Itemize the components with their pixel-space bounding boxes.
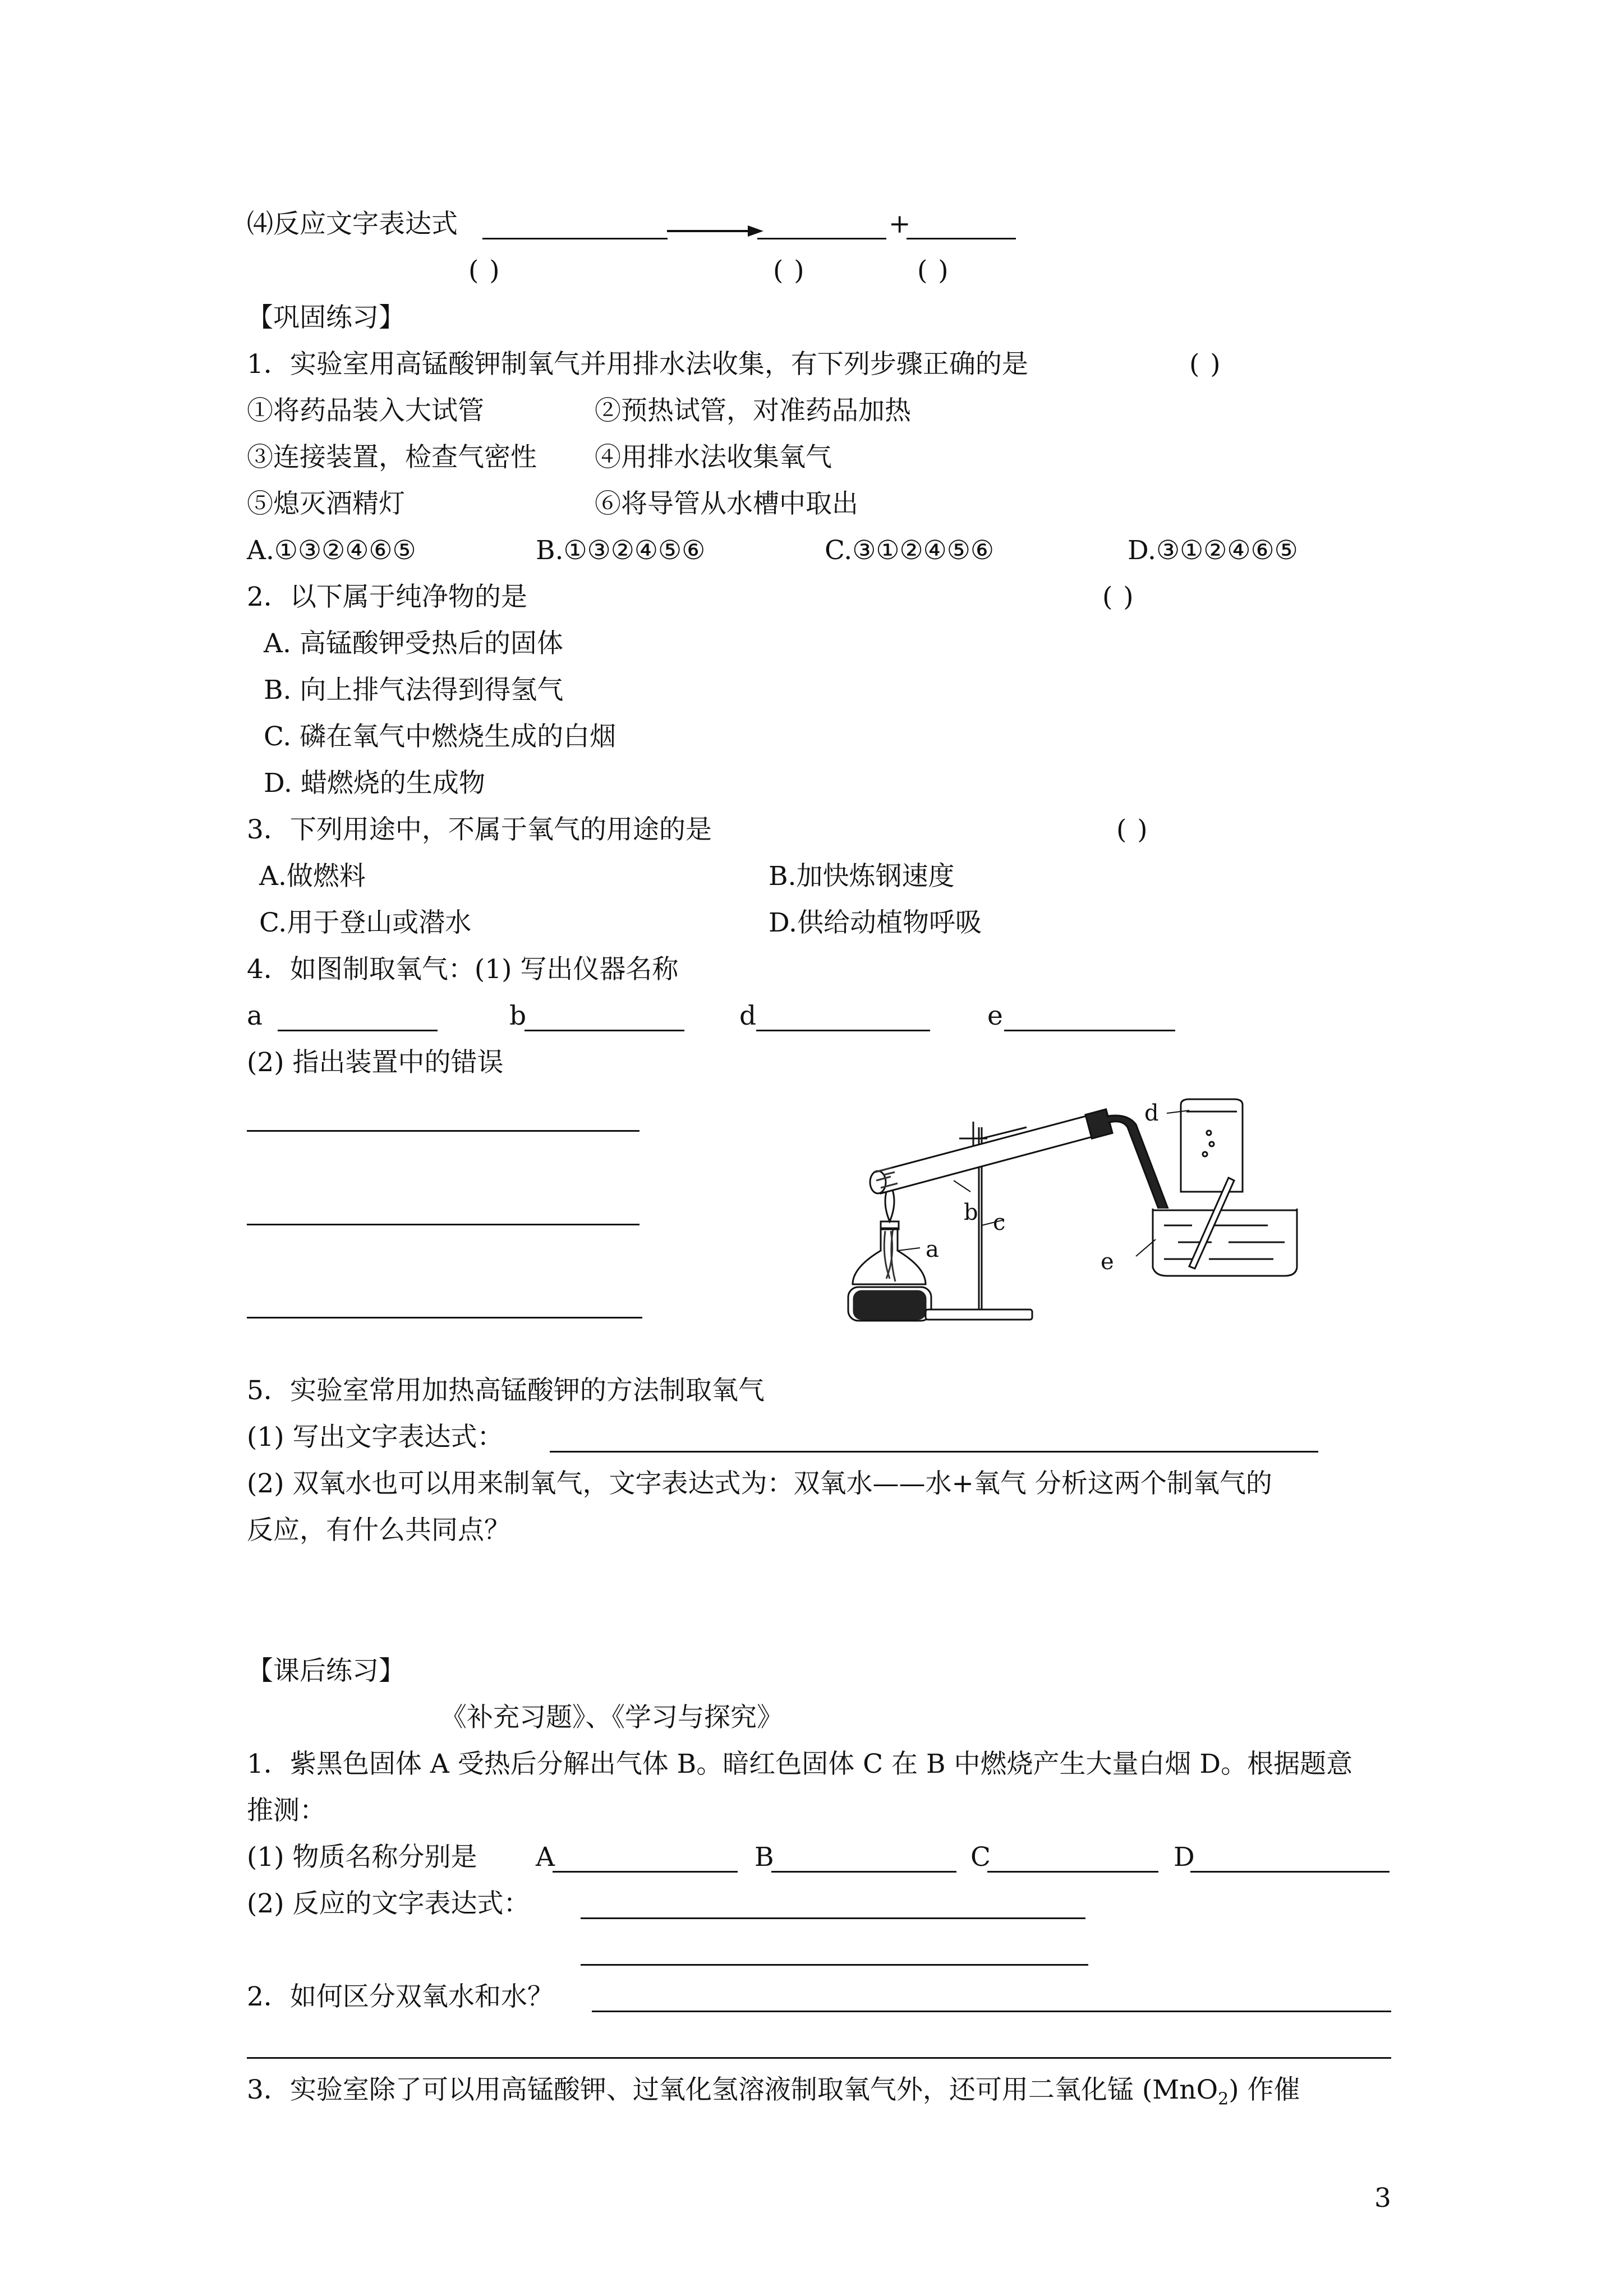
formula-paren-3: ( ) — [917, 255, 950, 286]
product-blank-2[interactable] — [907, 238, 1016, 239]
plus-sign: + — [889, 209, 911, 239]
q1-step: ⑥将导管从水槽中取出 — [595, 488, 858, 519]
q1-step: ①将药品装入大试管 — [247, 395, 484, 426]
ac-q2-answer-blank-2[interactable] — [247, 2057, 1391, 2059]
ac-q2-stem: 2．如何区分双氧水和水？ — [247, 1981, 554, 2012]
q2-answer-paren[interactable]: ( ) — [1102, 582, 1135, 612]
q1-option-d[interactable]: D.③①②④⑥⑤ — [1128, 535, 1298, 566]
reaction-arrow-icon — [665, 220, 766, 242]
q3-option-a[interactable]: A.做燃料 — [259, 861, 366, 892]
q1-stem: 1．实验室用高锰酸钾制氧气并用排水法收集，有下列步骤正确的是 — [247, 349, 1028, 380]
q4-sub2: (2) 指出装置中的错误 — [247, 1047, 504, 1078]
q4-blank-a[interactable] — [278, 1030, 438, 1031]
q1-step: ⑤熄灭酒精灯 — [247, 488, 405, 519]
ac-q1-blank-b[interactable] — [771, 1871, 956, 1873]
q1-step: ④用排水法收集氧气 — [595, 442, 832, 473]
q2-option-b[interactable]: B. 向上排气法得到得氢气 — [264, 675, 564, 706]
ac-q3-subscript: 2 — [1218, 2089, 1229, 2109]
q3-option-c[interactable]: C.用于登山或潜水 — [259, 907, 472, 938]
ac-q1-blank-a[interactable] — [553, 1871, 738, 1873]
ac-q1-sub2: (2) 反应的文字表达式： — [247, 1888, 530, 1919]
q4-blank-d[interactable] — [756, 1030, 930, 1031]
q1-option-b[interactable]: B.①③②④⑤⑥ — [536, 535, 706, 566]
figure-label-c: c — [993, 1210, 1006, 1235]
q4-error-line-1[interactable] — [247, 1130, 640, 1132]
q4-label-b: b — [509, 1001, 527, 1031]
q4-stem: 4．如图制取氧气：(1) 写出仪器名称 — [247, 954, 679, 985]
q2-option-c[interactable]: C. 磷在氧气中燃烧生成的白烟 — [264, 721, 617, 752]
figure-label-b: b — [964, 1200, 978, 1225]
q4-label-e: e — [987, 1001, 1003, 1031]
after-class-heading: 【课后练习】 — [247, 1656, 405, 1686]
q4-blank-e[interactable] — [1004, 1030, 1175, 1031]
ac-q2-answer-blank-1[interactable] — [592, 2011, 1391, 2012]
q2-option-d[interactable]: D. 蜡燃烧的生成物 — [264, 768, 485, 799]
formula-paren-2: ( ) — [773, 255, 806, 286]
ac-q1-name-a: A — [536, 1842, 555, 1873]
formula-paren-1: ( ) — [468, 255, 501, 286]
ac-q1-name-d: D — [1174, 1842, 1195, 1873]
q4-error-line-3[interactable] — [247, 1317, 642, 1318]
reaction-equation-label: ⑷反应文字表达式 — [247, 209, 458, 239]
page-number: 3 — [1374, 2183, 1391, 2214]
ac-q1-name-c: C — [970, 1842, 991, 1873]
q5-equation-blank[interactable] — [550, 1451, 1318, 1453]
q4-label-a: a — [247, 1001, 263, 1031]
reactant-blank[interactable] — [482, 238, 668, 239]
ac-q3-stem-post: ) 作催 — [1229, 2074, 1300, 2105]
q3-stem: 3．下列用途中，不属于氧气的用途的是 — [247, 814, 712, 845]
ac-q1-blank-c[interactable] — [987, 1871, 1158, 1873]
q5-sub2-line1: (2) 双氧水也可以用来制氧气，文字表达式为：双氧水——水+氧气 分析这两个制氧气的 — [247, 1468, 1272, 1499]
q1-step: ③连接装置，检查气密性 — [247, 442, 537, 473]
q3-answer-paren[interactable]: ( ) — [1116, 814, 1149, 845]
ac-q1-equation-blank-2[interactable] — [581, 1964, 1088, 1966]
q5-stem: 5．实验室常用加热高锰酸钾的方法制取氧气 — [247, 1375, 765, 1406]
figure-label-d: d — [1144, 1100, 1159, 1126]
q1-step: ②预热试管，对准药品加热 — [595, 395, 911, 426]
ac-q1-line2: 推测： — [247, 1795, 326, 1826]
q4-label-d: d — [739, 1001, 757, 1031]
oxygen-apparatus-diagram — [841, 1088, 1301, 1329]
figure-label-a: a — [926, 1237, 939, 1262]
q3-option-b[interactable]: B.加快炼钢速度 — [769, 861, 955, 892]
ac-q3-stem — [247, 2073, 1300, 2116]
ac-q1-blank-d[interactable] — [1190, 1871, 1390, 1873]
ac-q1-equation-blank-1[interactable] — [581, 1917, 1085, 1919]
ac-q1-name-b: B — [755, 1842, 774, 1873]
q5-sub1: (1) 写出文字表达式： — [247, 1422, 504, 1453]
q4-blank-b[interactable] — [525, 1030, 684, 1031]
q2-option-a[interactable]: A. 高锰酸钾受热后的固体 — [264, 628, 563, 659]
figure-label-e: e — [1101, 1249, 1114, 1275]
q1-option-a[interactable]: A.①③②④⑥⑤ — [247, 535, 416, 566]
product-blank-1[interactable] — [757, 238, 886, 239]
ac-q1-sub1: (1) 物质名称分别是 — [247, 1842, 477, 1873]
q3-option-d[interactable]: D.供给动植物呼吸 — [769, 907, 982, 938]
q5-sub2-line2: 反应，有什么共同点？ — [247, 1515, 510, 1546]
q1-option-c[interactable]: C.③①②④⑤⑥ — [825, 535, 995, 566]
q4-error-line-2[interactable] — [247, 1224, 640, 1225]
consolidation-heading: 【巩固练习】 — [247, 302, 405, 333]
ac-q1-line1: 1．紫黑色固体 A 受热后分解出气体 B。暗红色固体 C 在 B 中燃烧产生大量白烟 D。根据题意 — [247, 1749, 1353, 1779]
q2-stem: 2．以下属于纯净物的是 — [247, 582, 527, 612]
q1-answer-paren[interactable]: ( ) — [1189, 349, 1222, 380]
after-class-books: 《补充习题》、《学习与探究》 — [440, 1702, 783, 1733]
ac-q3-stem-pre: 3．实验室除了可以用高锰酸钾、过氧化氢溶液制取氧气外，还可用二氧化锰 (MnO — [247, 2074, 1218, 2105]
